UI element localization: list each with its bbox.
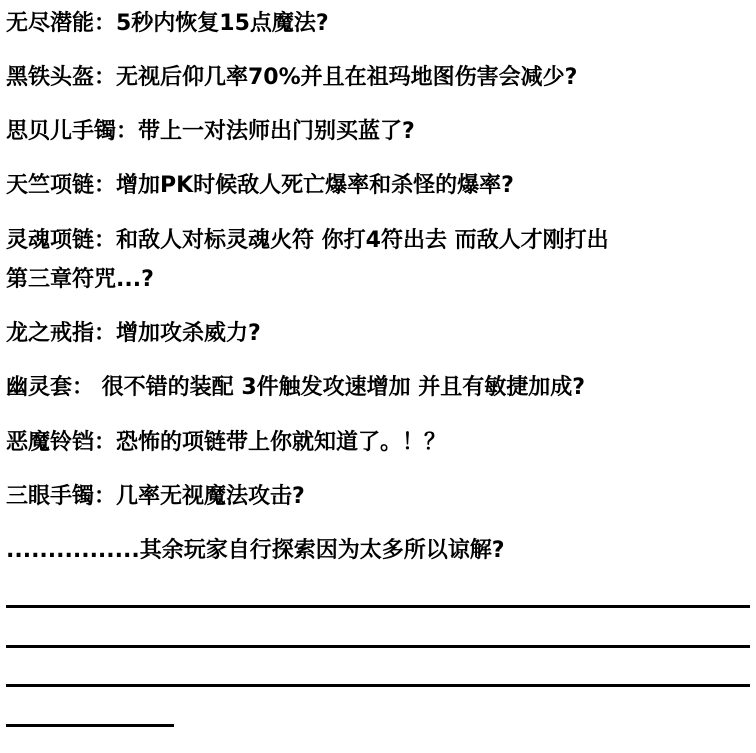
closing-line: ................其余玩家自行探索因为太多所以谅解?: [6, 538, 505, 563]
item-line: 思贝儿手镯：带上一对法师出门别买蓝了?: [6, 119, 415, 144]
item-line-continued: 第三章符咒...?: [6, 267, 154, 292]
item-line: 幽灵套： 很不错的装配 3件触发攻速增加 并且有敏捷加成?: [6, 375, 586, 400]
divider-rule-short: [6, 724, 174, 727]
item-line: 无尽潜能：5秒内恢复15点魔法?: [6, 11, 329, 36]
item-line: 天竺项链：增加PK时候敌人死亡爆率和杀怪的爆率?: [6, 173, 514, 198]
item-line: 恶魔铃铛：恐怖的项链带上你就知道了。！？: [6, 430, 447, 455]
item-line: 三眼手镯：几率无视魔法攻击?: [6, 484, 305, 509]
item-line: 黑铁头盔：无视后仰几率70%并且在祖玛地图伤害会减少?: [6, 65, 578, 90]
divider-rule: [6, 605, 750, 608]
divider-rule: [6, 645, 750, 648]
item-line: 灵魂项链：和敌人对标灵魂火符 你打4符出去 而敌人才刚打出: [6, 228, 609, 253]
item-line: 龙之戒指：增加攻杀威力?: [6, 321, 261, 346]
divider-rule: [6, 684, 750, 687]
